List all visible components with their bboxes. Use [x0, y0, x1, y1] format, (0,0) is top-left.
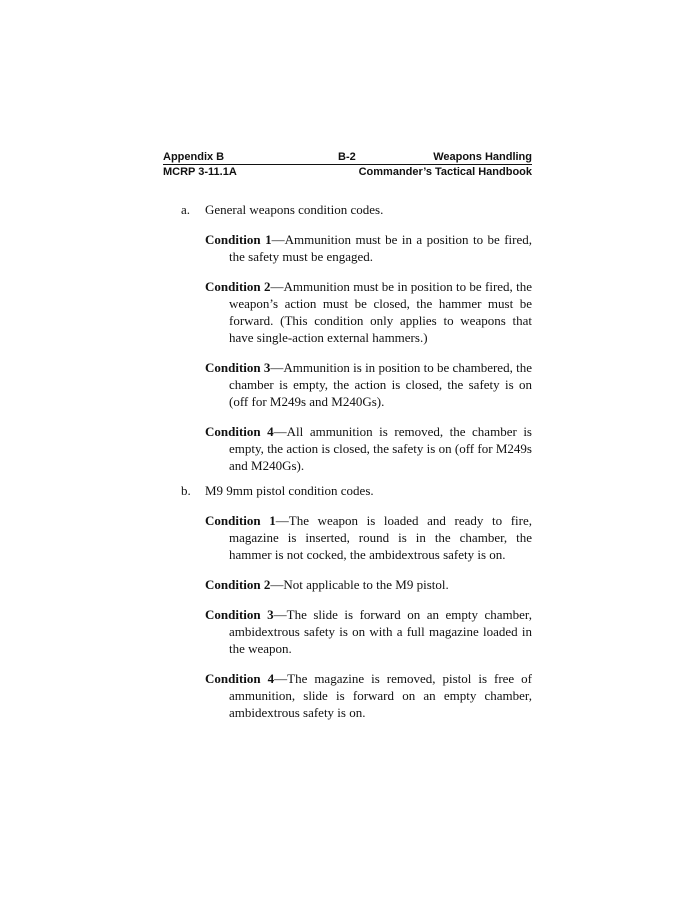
condition-name: Condition 3	[205, 607, 274, 622]
section-letter: a.	[181, 202, 191, 217]
condition-paragraph	[205, 512, 532, 563]
document-body	[163, 201, 532, 721]
header-page-number: B-2	[338, 151, 356, 163]
running-header	[163, 150, 532, 179]
section-letter: b.	[181, 483, 191, 498]
condition-name: Condition 2	[205, 577, 271, 592]
condition-paragraph	[205, 278, 532, 346]
condition-paragraph	[205, 670, 532, 721]
condition-text: —All ammunition is removed, the chamber is empty, the action is closed, the safety is on (off for M249s and M240Gs).	[229, 424, 532, 473]
header-chapter-title: Weapons Handling	[433, 151, 532, 163]
header-row-2	[163, 165, 532, 179]
condition-paragraph	[205, 606, 532, 657]
header-publication-title: Commander’s Tactical Handbook	[358, 166, 532, 178]
header-appendix: Appendix B	[163, 151, 225, 163]
condition-text: —The slide is forward on an empty chamber, ambidextrous safety is on with a full magazine loaded in the weapon.	[229, 607, 532, 656]
condition-name: Condition 3	[205, 360, 271, 375]
condition-paragraph	[205, 576, 532, 593]
header-row-1	[163, 150, 532, 165]
condition-name: Condition 4	[205, 424, 274, 439]
section-b	[163, 482, 532, 721]
condition-text: —Ammunition must be in position to be fired, the weapon’s action must be closed, the hammer must be forward. (This condition only applies to weapons that have single-action external hammers.)	[229, 279, 532, 345]
condition-text: —The magazine is removed, pistol is free of ammunition, slide is forward on an empty chamber, ambidextrous safety is on.	[229, 671, 532, 720]
section-title: M9 9mm pistol condition codes.	[205, 483, 374, 498]
condition-paragraph	[205, 231, 532, 265]
condition-name: Condition 1	[205, 232, 272, 247]
section-heading	[163, 482, 532, 499]
condition-paragraph	[205, 359, 532, 410]
condition-text: —Ammunition is in position to be chambered, the chamber is empty, the action is closed, the safety is on (off for M249s and M240Gs).	[229, 360, 532, 409]
header-publication-id: MCRP 3-11.1A	[163, 166, 237, 178]
condition-text: —Not applicable to the M9 pistol.	[270, 577, 449, 592]
condition-text: —The weapon is loaded and ready to fire, magazine is inserted, round is in the chamber, the hammer is not cocked, the ambidextrous safety is on.	[229, 513, 532, 562]
condition-paragraph	[205, 423, 532, 474]
section-heading	[163, 201, 532, 218]
document-page	[163, 150, 532, 729]
condition-name: Condition 2	[205, 279, 271, 294]
condition-text: —Ammunition must be in a position to be fired, the safety must be engaged.	[229, 232, 532, 264]
condition-name: Condition 4	[205, 671, 275, 686]
section-title: General weapons condition codes.	[205, 202, 384, 217]
condition-name: Condition 1	[205, 513, 276, 528]
section-a	[163, 201, 532, 474]
